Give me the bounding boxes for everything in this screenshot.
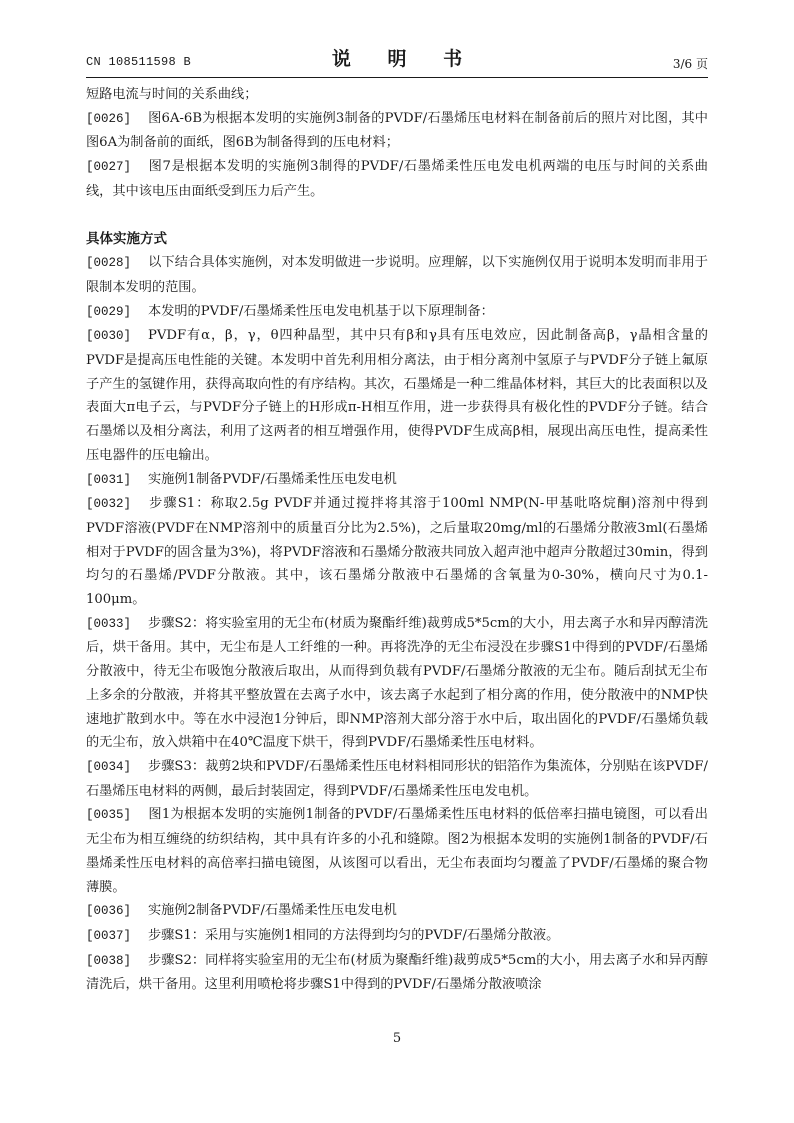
- paragraph-number: [0035]: [86, 808, 132, 823]
- paragraph-0027: [86, 155, 708, 203]
- paragraph-text: 步骤S1：采用与实施例1相同的方法得到均匀的PVDF/石墨烯分散液。: [148, 927, 560, 943]
- paragraph-text: 图6A-6B为根据本发明的实施例3制备的PVDF/石墨烯压电材料在制备前后的照片对比图，其中图6A为制备前的面纸，图6B为制备得到的压电材料；: [86, 110, 708, 151]
- paragraph-0031: [86, 468, 708, 493]
- continuation-text: 短路电流与时间的关系曲线；: [86, 87, 258, 102]
- paragraph-text: 以下结合具体实施例，对本发明做进一步说明。应理解，以下实施例仅用于说明本发明而非用于限制本发明的范围。: [86, 255, 708, 295]
- paragraph-0033: [86, 612, 708, 755]
- paragraph-number: [0033]: [86, 616, 132, 631]
- paragraph-0029: [86, 300, 708, 325]
- paragraph-number: [0027]: [86, 160, 132, 175]
- page-indicator: 3/6 页: [672, 57, 708, 71]
- document-body: [86, 83, 708, 997]
- paragraph-number: [0026]: [86, 111, 132, 126]
- page-header: [86, 38, 708, 78]
- paragraph-text: 本发明的PVDF/石墨烯柔性压电发电机基于以下原理制备：: [148, 303, 494, 319]
- paragraph-number: [0034]: [86, 759, 132, 774]
- paragraph-text: PVDF有α，β，γ，θ四种晶型，其中只有β和γ具有压电效应，因此制备高β，γ晶相含量的PVDF是提高压电性能的关键。本发明中首先利用相分离法，由于相分离剂中氢原子与PVDF分子链上氟原子产生的氢键作用，获得高取向性的有序结构。其次，石墨烯是一种二维晶体材料，其巨大的比表面积以及表面大π电子云，与PVDF分子链上的H形成π-H相互作用，进一步获得具有极化性的PVDF分子链。结合石墨烯以及相分离法，利用了这两者的相互增强作用，使得PVDF生成高β相，展现出高压电性，提高柔性压电器件的压电输出。: [86, 328, 708, 463]
- paragraph-0032: [86, 492, 708, 612]
- paragraph-0026: [86, 107, 708, 155]
- paragraph-number: [0036]: [86, 904, 132, 919]
- paragraph-0028: [86, 251, 708, 299]
- paragraph-text: 步骤S3：裁剪2块和PVDF/石墨烯柔性压电材料相同形状的铝箔作为集流体，分别贴在该PVDF/石墨烯压电材料的两侧，最后封装固定，得到PVDF/石墨烯柔性压电发电机。: [86, 758, 708, 799]
- paragraph-0038: [86, 949, 708, 997]
- paragraph-number: [0030]: [86, 329, 132, 344]
- paragraph-0034: [86, 755, 708, 803]
- paragraph-text: 步骤S1：称取2.5g PVDF并通过搅拌将其溶于100ml NMP(N-甲基吡咯烷酮)溶剂中得到PVDF溶液(PVDF在NMP溶剂中的质量百分比为2.5%)，之后量取20mg/ml的石墨烯分散液3ml(石墨烯相对于PVDF的固含量为3%)，将PVDF溶液和石墨烯分散液共同放入超声池中超声分散超过30min，得到均匀的石墨烯/PVDF分散液。其中，该石墨烯分散液中石墨烯的含氧量为0-30%，横向尺寸为0.1-100μm。: [86, 496, 708, 608]
- paragraph-text: 图1为根据本发明的实施例1制备的PVDF/石墨烯柔性压电材料的低倍率扫描电镜图，可以看出无尘布为相互缠绕的纺织结构，其中具有许多的小孔和缝隙。图2为根据本发明的实施例1制备的PVDF/石墨烯柔性压电材料的高倍率扫描电镜图，从该图可以看出，无尘布表面均匀覆盖了PVDF/石墨烯的聚合物薄膜。: [86, 807, 708, 895]
- paragraph-number: [0037]: [86, 928, 132, 943]
- paragraph-number: [0031]: [86, 472, 132, 487]
- paragraph-0036: [86, 899, 708, 924]
- section-heading: 具体实施方式: [86, 230, 167, 247]
- paragraph-number: [0029]: [86, 304, 132, 319]
- paragraph-number: [0028]: [86, 256, 132, 271]
- paragraph-0030: [86, 324, 708, 467]
- paragraph-text: 实施例1制备PVDF/石墨烯柔性压电发电机: [148, 471, 397, 487]
- paragraph-text: 图7是根据本发明的实施例3制得的PVDF/石墨烯柔性压电发电机两端的电压与时间的关系曲线，其中该电压由面纸受到压力后产生。: [86, 159, 708, 199]
- paragraph-0037: [86, 924, 708, 949]
- paragraph-number: [0032]: [86, 497, 132, 512]
- patent-number: CN 108511598 B: [86, 55, 192, 69]
- header-divider: [86, 77, 708, 78]
- paragraph-text: 实施例2制备PVDF/石墨烯柔性压电发电机: [148, 903, 397, 919]
- document-title: 说 明 书: [331, 48, 478, 70]
- paragraph-0035: [86, 803, 708, 899]
- page-footer-number: 5: [392, 1031, 402, 1046]
- paragraph-text: 步骤S2：同样将实验室用的无尘布(材质为聚酯纤维)裁剪成5*5cm的大小，用去离子水和异丙醇清洗后，烘干备用。这里利用喷枪将步骤S1中得到的PVDF/石墨烯分散液喷涂: [86, 952, 708, 993]
- paragraph-text: 步骤S2：将实验室用的无尘布(材质为聚酯纤维)裁剪成5*5cm的大小，用去离子水和异丙醇清洗后，烘干备用。其中，无尘布是人工纤维的一种。再将洗净的无尘布浸没在步骤S1中得到的PVDF/石墨烯分散液中，待无尘布吸饱分散液后取出，从而得到负载有PVDF/石墨烯分散液的无尘布。随后刮拭无尘布上多余的分散液，并将其平整放置在去离子水中，该去离子水起到了相分离的作用，使分散液中的NMP快速地扩散到水中。等在水中浸泡1分钟后，即NMP溶剂大部分溶于水中后，取出固化的PVDF/石墨烯负载的无尘布，放入烘箱中在40℃温度下烘干，得到PVDF/石墨烯柔性压电材料。: [86, 615, 708, 751]
- paragraph-number: [0038]: [86, 953, 132, 968]
